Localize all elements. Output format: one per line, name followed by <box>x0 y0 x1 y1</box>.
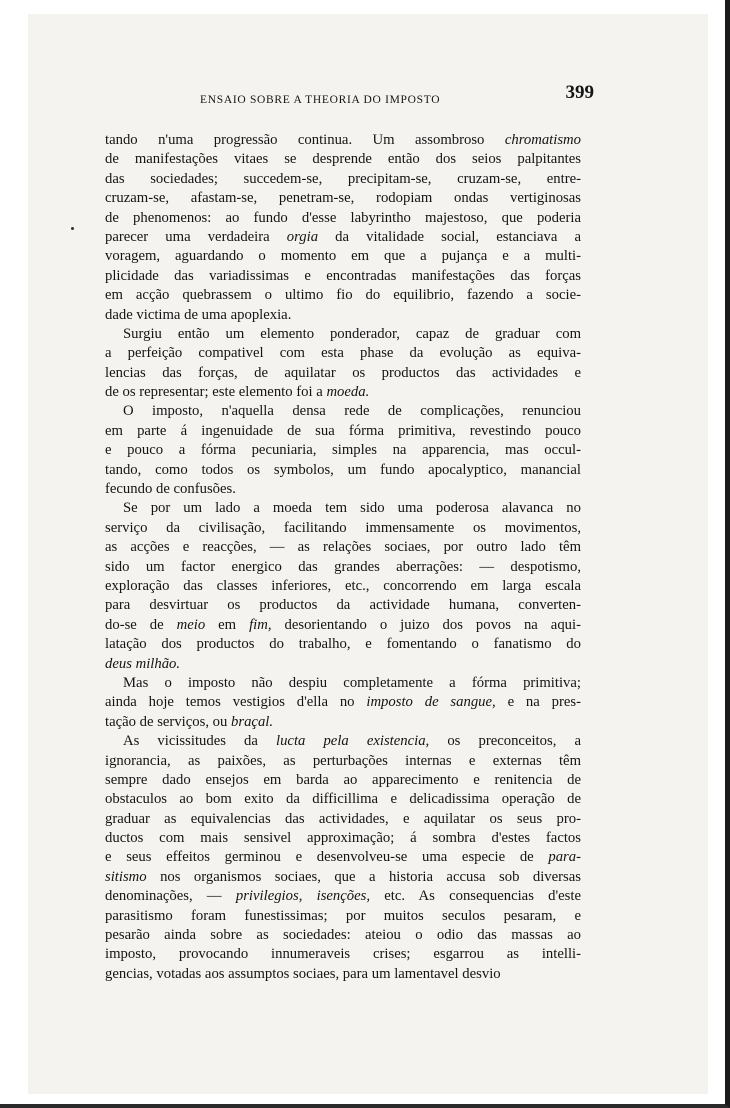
text-line <box>105 907 581 926</box>
text-line <box>105 189 581 208</box>
italic-run: lucta pela existencia, <box>276 733 430 750</box>
running-title: ENSAIO SOBRE A THEORIA DO IMPOSTO <box>200 94 441 106</box>
text-run: tando n'uma progressão continua. Um assombroso <box>105 132 505 148</box>
text-run: lencias das forças, de aquilatar os productos das actividades e <box>105 364 581 381</box>
text-run: de os representar; este elemento foi a <box>105 384 327 401</box>
text-run: pesarão ainda sobre as sociedades: ateiou o odio das massas ao <box>105 927 581 944</box>
paragraph <box>105 325 581 403</box>
text-run: graduar as equivalencias das actividades, e aquilatar os seus pro- <box>105 810 581 827</box>
text-line <box>105 364 581 383</box>
text-line <box>105 752 581 771</box>
italic-run: moeda. <box>326 384 370 401</box>
text-line <box>105 965 581 984</box>
body-text <box>105 131 581 984</box>
text-line <box>105 732 581 751</box>
text-line <box>105 306 581 325</box>
italic-run: para- <box>548 849 581 866</box>
italic-run: chromatismo <box>504 132 581 148</box>
text-run: Mas o imposto não despiu completamente a fórma primitiva; <box>123 674 581 691</box>
italic-run: fim, <box>249 616 272 633</box>
text-run: e pouco a fórma pecuniaria, simples na apparencia, mas occul- <box>105 442 581 459</box>
paragraph <box>105 499 581 674</box>
text-line <box>105 771 581 790</box>
text-run: cruzam-se, afastam-se, penetram-se, rodopiam ondas vertiginosas <box>105 190 581 207</box>
text-run: e seus effeitos germinou e desenvolveu-se uma especie de <box>105 849 549 866</box>
text-run: das sociedades; succedem-se, precipitam-se, cruzam-se, entre- <box>105 170 581 187</box>
text-line <box>105 422 581 441</box>
text-line <box>105 945 581 964</box>
text-run: ductos com mais sensivel approximação; á sombra d'estes factos <box>105 830 581 847</box>
text-line <box>105 577 581 596</box>
text-run: as acções e reacções, — as relações sociaes, por outro lado têm <box>105 539 581 556</box>
text-run: de phenomenos: ao fundo d'esse labyrintho majestoso, que poderia <box>105 209 581 226</box>
text-run: em <box>205 616 250 633</box>
italic-run: meio <box>176 616 206 633</box>
italic-run: deus milhão. <box>105 655 181 672</box>
text-line <box>105 887 581 906</box>
text-run: em acção quebrassem o ultimo fio do equilibrio, fazendo a socie- <box>105 287 581 304</box>
text-run: plicidade das variadissimas e encontradas manifestações das forças <box>105 267 581 284</box>
text-run: da vitalidade social, estanciava a <box>318 228 581 245</box>
text-line <box>105 519 581 538</box>
text-run: os preconceitos, a <box>429 733 581 750</box>
text-run: exploração das classes inferiores, etc., concorrendo em larga escala <box>105 577 581 594</box>
text-run: Surgiu então um elemento ponderador, capaz de graduar com <box>123 325 581 342</box>
text-line <box>105 790 581 809</box>
text-run: parasitismo foram funestissimas; por muitos seculos pesaram, e <box>105 907 581 924</box>
text-run: sempre dado ensejos em barda ao apparecimento e renitencia de <box>105 771 581 788</box>
text-line <box>105 499 581 518</box>
italic-run: imposto de sangue, <box>366 694 496 711</box>
paragraph <box>105 674 581 732</box>
text-run: As vicissitudes da <box>123 733 276 750</box>
text-line <box>105 848 581 867</box>
text-run: nos organismos sociaes, que a historia accusa sob diversas <box>146 868 581 885</box>
text-line <box>105 383 581 402</box>
text-line <box>105 693 581 712</box>
page-number: 399 <box>565 82 594 103</box>
paragraph <box>105 402 581 499</box>
italic-run: orgia <box>286 228 319 245</box>
margin-mark <box>71 227 74 230</box>
text-run: ignorancia, as paixões, as perturbações internas e externas têm <box>105 752 581 769</box>
text-line <box>105 558 581 577</box>
text-run: denominações, — <box>105 888 236 905</box>
text-run: fecundo de confusões. <box>105 481 236 498</box>
text-line <box>105 926 581 945</box>
text-line <box>105 810 581 829</box>
text-line <box>105 247 581 266</box>
text-run: latação dos productos do trabalho, e fomentando o fanatismo do <box>105 636 581 653</box>
text-run: sido um factor energico das grandes aberrações: — despotismo, <box>105 558 581 575</box>
text-run: etc. As consequencias d'este <box>370 888 581 905</box>
text-run: obstaculos ao bom exito da difficillima e delicadissima operação de <box>105 791 581 808</box>
text-line <box>105 480 581 499</box>
text-line <box>105 131 581 150</box>
text-line <box>105 538 581 557</box>
text-line <box>105 441 581 460</box>
text-line <box>105 713 581 732</box>
text-run: Se por um lado a moeda tem sido uma poderosa alavanca no <box>123 500 581 517</box>
text-run: gencias, votadas aos assumptos sociaes, para um lamentavel desvio <box>105 965 501 982</box>
text-line <box>105 267 581 286</box>
text-line <box>105 402 581 421</box>
text-line <box>105 829 581 848</box>
text-line <box>105 286 581 305</box>
text-line <box>105 674 581 693</box>
text-line <box>105 616 581 635</box>
text-run: serviço da civilisação, facilitando immensamente os movimentos, <box>105 519 581 536</box>
text-run: tando, como todos os symbolos, um fundo apocalyptico, manancial <box>105 461 581 478</box>
text-run: imposto, provocando innumeraveis crises; esgarrou as intelli- <box>105 946 581 963</box>
text-run: dade victima de uma apoplexia. <box>105 306 292 323</box>
text-run: O imposto, n'aquella densa rede de complicações, renunciou <box>123 403 581 420</box>
text-run: para desvirtuar os productos da actividade humana, converten- <box>105 597 581 614</box>
paragraph <box>105 732 581 984</box>
text-line <box>105 209 581 228</box>
text-line <box>105 344 581 363</box>
text-line <box>105 461 581 480</box>
italic-run: sitismo <box>105 868 147 885</box>
text-run: em parte á ingenuidade de sua fórma primitiva, revestindo pouco <box>105 422 581 439</box>
text-line <box>105 655 581 674</box>
text-line <box>105 170 581 189</box>
text-run: do-se de <box>105 616 177 633</box>
italic-run: braçal. <box>231 713 274 730</box>
text-line <box>105 596 581 615</box>
text-line <box>105 325 581 344</box>
text-run: ainda hoje temos vestigios d'ella no <box>105 694 367 711</box>
text-line <box>105 868 581 887</box>
text-line <box>105 150 581 169</box>
page-header <box>70 78 594 108</box>
text-run: de manifestações vitaes se desprende então dos seios palpitantes <box>105 151 581 168</box>
text-line <box>105 635 581 654</box>
text-run: tação de serviços, ou <box>105 713 232 730</box>
italic-run: privilegios, isenções, <box>235 888 371 905</box>
text-run: voragem, aguardando o momento em que a pujança e a multi- <box>105 248 581 265</box>
text-line <box>105 228 581 247</box>
text-run: parecer uma verdadeira <box>105 228 287 245</box>
text-run: a perfeição compativel com esta phase da evolução as equiva- <box>105 345 581 362</box>
text-run: e na pres- <box>495 694 581 711</box>
paragraph <box>105 131 581 325</box>
text-run: desorientando o juizo dos povos na aqui- <box>271 616 581 633</box>
